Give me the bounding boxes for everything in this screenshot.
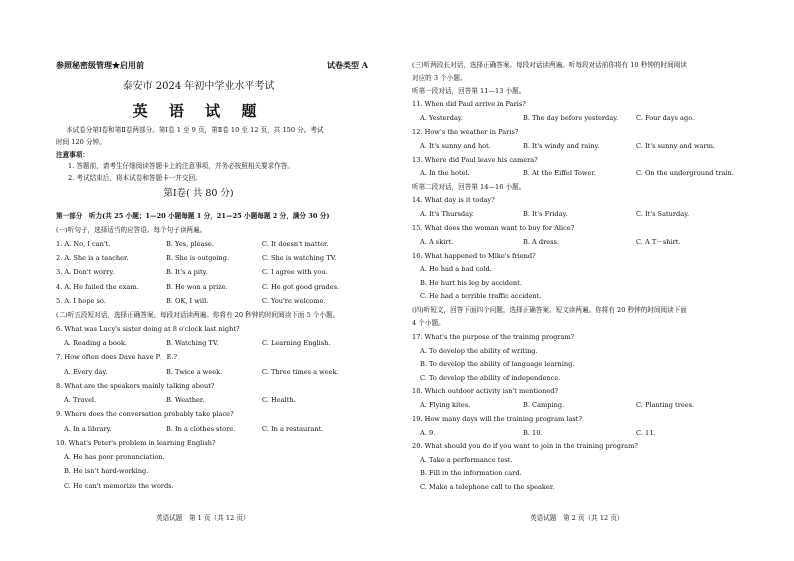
option-c: C. It's sunny and warm. [636, 142, 716, 150]
option-a: A. Every day. [64, 368, 108, 376]
page-footer: 英语试题 第 1 页（共 12 页） [156, 514, 250, 522]
instruction: (二)听五段短对话，选择正确答案。每段对话读两遍。你将有 20 秒钟的时间阅读下面 5 个小题。 [56, 311, 340, 319]
option-b: B. Yes, please. [166, 240, 214, 248]
option-b: B. It's Friday. [523, 210, 568, 218]
option-c: C. He can't memorize the words. [64, 482, 174, 490]
option-b: B. 10. [523, 429, 543, 437]
option-c: C. 11. [636, 429, 656, 437]
option-c: C. On the underground train. [636, 169, 734, 177]
question-stem: 7. How often does Dave have P．E.? [56, 353, 178, 361]
exam-page-2 [397, 0, 794, 561]
notice-title: 注意事项： [56, 151, 89, 159]
option-a: 4. A. He failed the exam. [56, 283, 139, 291]
option-b: B. Weather. [166, 396, 205, 404]
option-c: C. I agree with you. [262, 268, 328, 276]
listening-prompt: 听第一段对话，回答第 11—13 小题。 [412, 87, 526, 95]
option-b: B. He won a prize. [166, 283, 228, 291]
exam-title: 泰安市 2024 年初中学业水平考试 [122, 81, 275, 92]
confidentiality-label: 参照秘密级管理★启用前 [56, 60, 144, 70]
question-stem: 9. Where does the conversation probably take place? [56, 410, 234, 418]
option-b: B. It's a pity. [166, 268, 208, 276]
option-a: A. Take a performance test. [420, 456, 513, 464]
question-stem: 17. What's the purpose of the training program? [412, 333, 575, 341]
option-c: C. You're welcome. [262, 297, 326, 305]
option-c: C. Three times a week. [262, 368, 339, 376]
page-footer: 英语试题 第 2 页（共 12 页） [530, 514, 624, 522]
option-b: B. To develop the ability of language learning. [420, 360, 575, 368]
question-stem: 15. What does the woman want to buy for Alice? [412, 224, 575, 232]
option-b: B. It's windy and rainy. [523, 142, 600, 150]
instruction: (一)听句子，选择适当的应答语。每个句子读两遍。 [56, 226, 207, 234]
option-b: B. Twice a week. [166, 368, 223, 376]
option-a: A. He has poor pronunciation. [64, 453, 165, 461]
option-c: C. Four days ago. [636, 114, 695, 122]
option-a: A. To develop the ability of writing. [420, 347, 538, 355]
question-stem: 12. How's the weather in Paris? [412, 128, 519, 136]
option-c: C. A T－shirt. [636, 238, 681, 246]
option-a: A. Yesterday. [420, 114, 463, 122]
notice-item: 1. 答题前，请考生仔细阅读答题卡上的注意事项，并务必按照相关要求作答。 [68, 162, 294, 170]
option-c: C. He got good grades. [262, 283, 340, 291]
option-b: B. She is outgoing. [166, 254, 230, 262]
option-b: B. A dress. [523, 238, 560, 246]
listening-prompt: 听第二段对话，回答第 14—16 小题。 [412, 183, 526, 191]
option-a: 3. A. Don't worry. [56, 268, 115, 276]
option-a: 5. A. I hope so. [56, 297, 106, 305]
option-a: A. In a library. [64, 425, 112, 433]
option-c: C. To develop the ability of independence. [420, 374, 561, 382]
section-title: 第一部分 听力(共 25 小题；1—20 小题每题 1 分，21—25 小题每题 2 分，满分 30 分) [56, 212, 330, 220]
question-stem: 11. When did Paul arrive in Paris? [412, 100, 526, 108]
option-c: C. Planting trees. [636, 401, 695, 409]
question-stem: 8. What are the speakers mainly talking about? [56, 382, 215, 390]
instruction: (三)听两段长对话，选择正确答案。每段对话读两遍。听每段对话前你将有 10 秒钟的时间阅读 [412, 61, 687, 69]
subject-title: 英 语 试 题 [132, 102, 265, 120]
option-a: A. A skirt. [420, 238, 454, 246]
option-b: B. The day before yesterday. [523, 114, 619, 122]
notice-item: 2. 考试结束后，将本试卷和答题卡一并交回。 [68, 174, 202, 182]
option-c: C. Health. [262, 396, 296, 404]
instruction: 4 个小题。 [412, 319, 445, 327]
option-a: 1. A. No, I can't. [56, 240, 111, 248]
question-stem: 18. Which outdoor activity isn't mentioned? [412, 387, 559, 395]
option-c: C. Make a telephone call to the speaker. [420, 483, 555, 491]
option-b: B. OK, I will. [166, 297, 209, 305]
option-a: A. It's Thursday. [420, 210, 475, 218]
instruction: (四)听短文，回答下面四个问题，选择正确答案。短文读两遍。你将有 20 秒钟的时间阅读下面 [412, 306, 687, 314]
option-b: B. Camping. [523, 401, 565, 409]
question-stem: 20. What should you do if you want to join in the training program? [412, 442, 638, 450]
option-a: 2. A. She is a teacher. [56, 254, 129, 262]
intro-line: 时间 120 分钟。 [56, 138, 106, 146]
option-a: A. 9. [420, 429, 436, 437]
intro-line: 本试卷分第Ⅰ卷和第Ⅱ卷两部分。第Ⅰ卷 1 至 9 页，第Ⅱ卷 10 至 12 页，共 150 分。考试 [66, 126, 324, 134]
option-c: C. Learning English. [262, 339, 331, 347]
question-stem: 14. What day is it today? [412, 196, 495, 204]
option-a: A. Travel. [64, 396, 97, 404]
option-b: B. He isn't hard-working. [64, 467, 149, 475]
option-b: B. Watching TV. [166, 339, 219, 347]
instruction: 对应的 3 个小题。 [412, 74, 467, 82]
option-b: B. At the Eiffel Tower. [523, 169, 596, 177]
option-a: A. He had a bad cold. [420, 265, 492, 273]
option-a: A. In the hotel. [420, 169, 470, 177]
option-c: C. She is watching TV. [262, 254, 337, 262]
option-a: A. It's sunny and hot. [420, 142, 491, 150]
option-b: B. He hurt his leg by accident. [420, 279, 522, 287]
question-stem: 13. Where did Paul leave his camera? [412, 156, 538, 164]
option-c: C. In a restaurant. [262, 425, 324, 433]
option-b: B. Fill in the information card. [420, 469, 522, 477]
question-stem: 10. What's Peter's problem in learning English? [56, 439, 216, 447]
option-b: B. In a clothes store. [166, 425, 236, 433]
option-c: C. It's Saturday. [636, 210, 690, 218]
option-a: A. Reading a book. [64, 339, 127, 347]
option-c: C. He had a terrible traffic accident. [420, 292, 542, 300]
paper-type-label: 试卷类型 A [327, 60, 368, 70]
question-stem: 6. What was Lucy's sister doing at 8 o'clock last night? [56, 325, 240, 333]
option-a: A. Flying kites. [420, 401, 471, 409]
question-stem: 19. How many days will the training program last? [412, 415, 582, 423]
question-stem: 16. What happened to Mike's friend? [412, 252, 536, 260]
part-one-title: 第Ⅰ卷( 共 80 分) [163, 188, 234, 199]
option-c: C. It doesn't matter. [262, 240, 329, 248]
